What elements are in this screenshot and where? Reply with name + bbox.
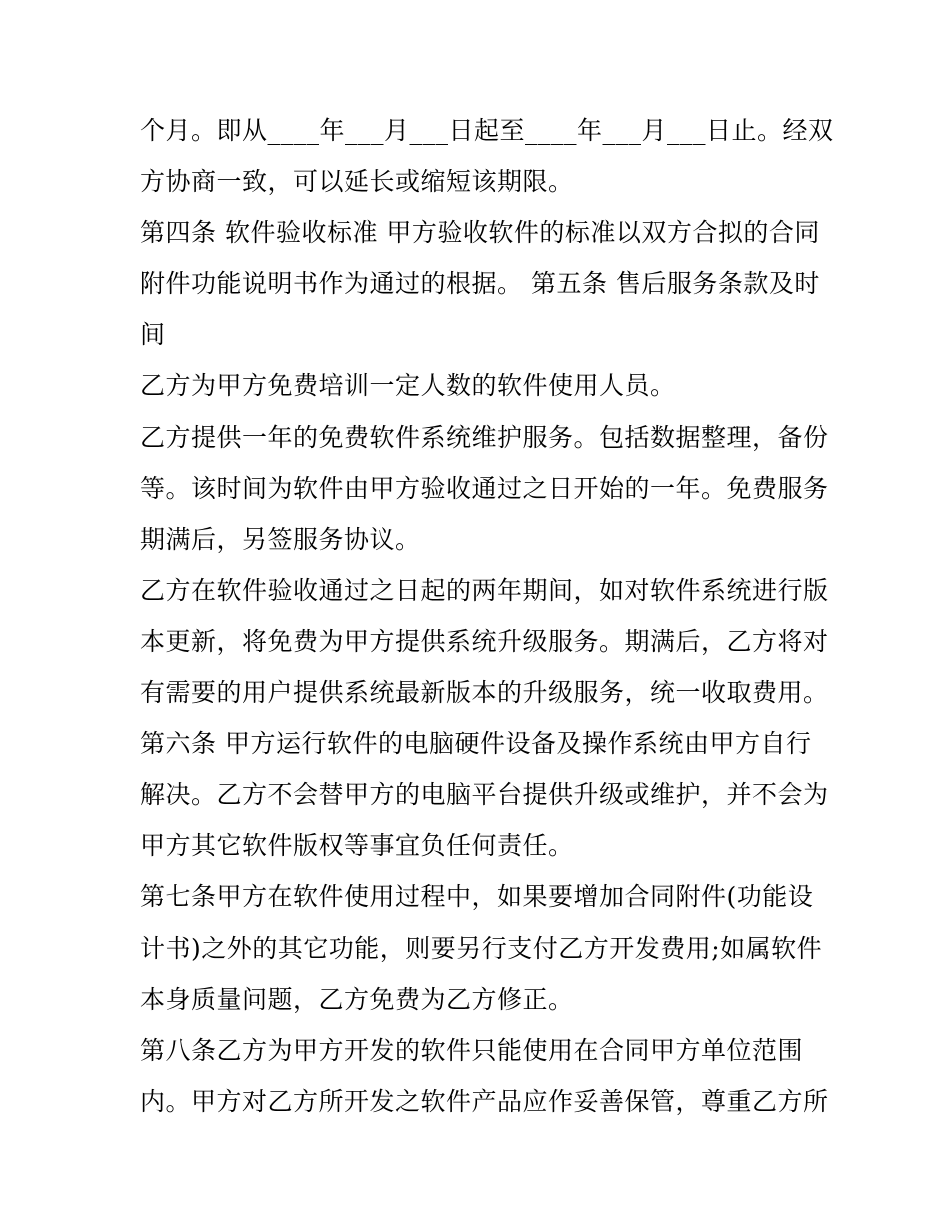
text-line: 等。该时间为软件由甲方验收通过之日开始的一年。免费服务 [140,473,829,503]
document-body [140,105,834,1127]
text-line: 甲方其它软件版权等事宜负任何责任。 [140,831,574,861]
text-line: 计书)之外的其它功能，则要另行支付乙方开发费用;如属软件 [140,933,823,963]
text-line: 第四条 软件验收标准 甲方验收软件的标准以双方合拟的合同 [140,218,820,248]
text-line: 第七条甲方在软件使用过程中，如果要增加合同附件(功能设 [140,882,814,912]
text-line: 内。甲方对乙方所开发之软件产品应作妥善保管，尊重乙方所 [140,1086,829,1116]
text-line: 个月。即从____年___月___日起至____年___月___日止。经双 [140,116,834,145]
text-line: 本更新，将免费为甲方提供系统升级服务。期满后，乙方将对 [140,626,829,656]
text-line: 乙方为甲方免费培训一定人数的软件使用人员。 [140,371,676,401]
text-line: 解决。乙方不会替甲方的电脑平台提供升级或维护，并不会为 [140,780,829,810]
text-line: 乙方在软件验收通过之日起的两年期间，如对软件系统进行版 [140,575,829,605]
text-line: 间 [140,320,166,350]
text-line: 有需要的用户提供系统最新版本的升级服务，统一收取费用。 [140,678,829,708]
text-line: 第八条乙方为甲方开发的软件只能使用在合同甲方单位范围 [140,1035,804,1065]
text-line: 期满后，另签服务协议。 [140,524,421,554]
text-line: 本身质量问题，乙方免费为乙方修正。 [140,984,574,1014]
text-line: 方协商一致，可以延长或缩短该期限。 [140,167,574,197]
text-line: 第六条 甲方运行软件的电脑硬件设备及操作系统由甲方自行 [140,729,812,759]
text-line: 附件功能说明书作为通过的根据。 第五条 售后服务条款及时 [140,269,820,299]
text-line: 乙方提供一年的免费软件系统维护服务。包括数据整理，备份 [140,422,829,452]
